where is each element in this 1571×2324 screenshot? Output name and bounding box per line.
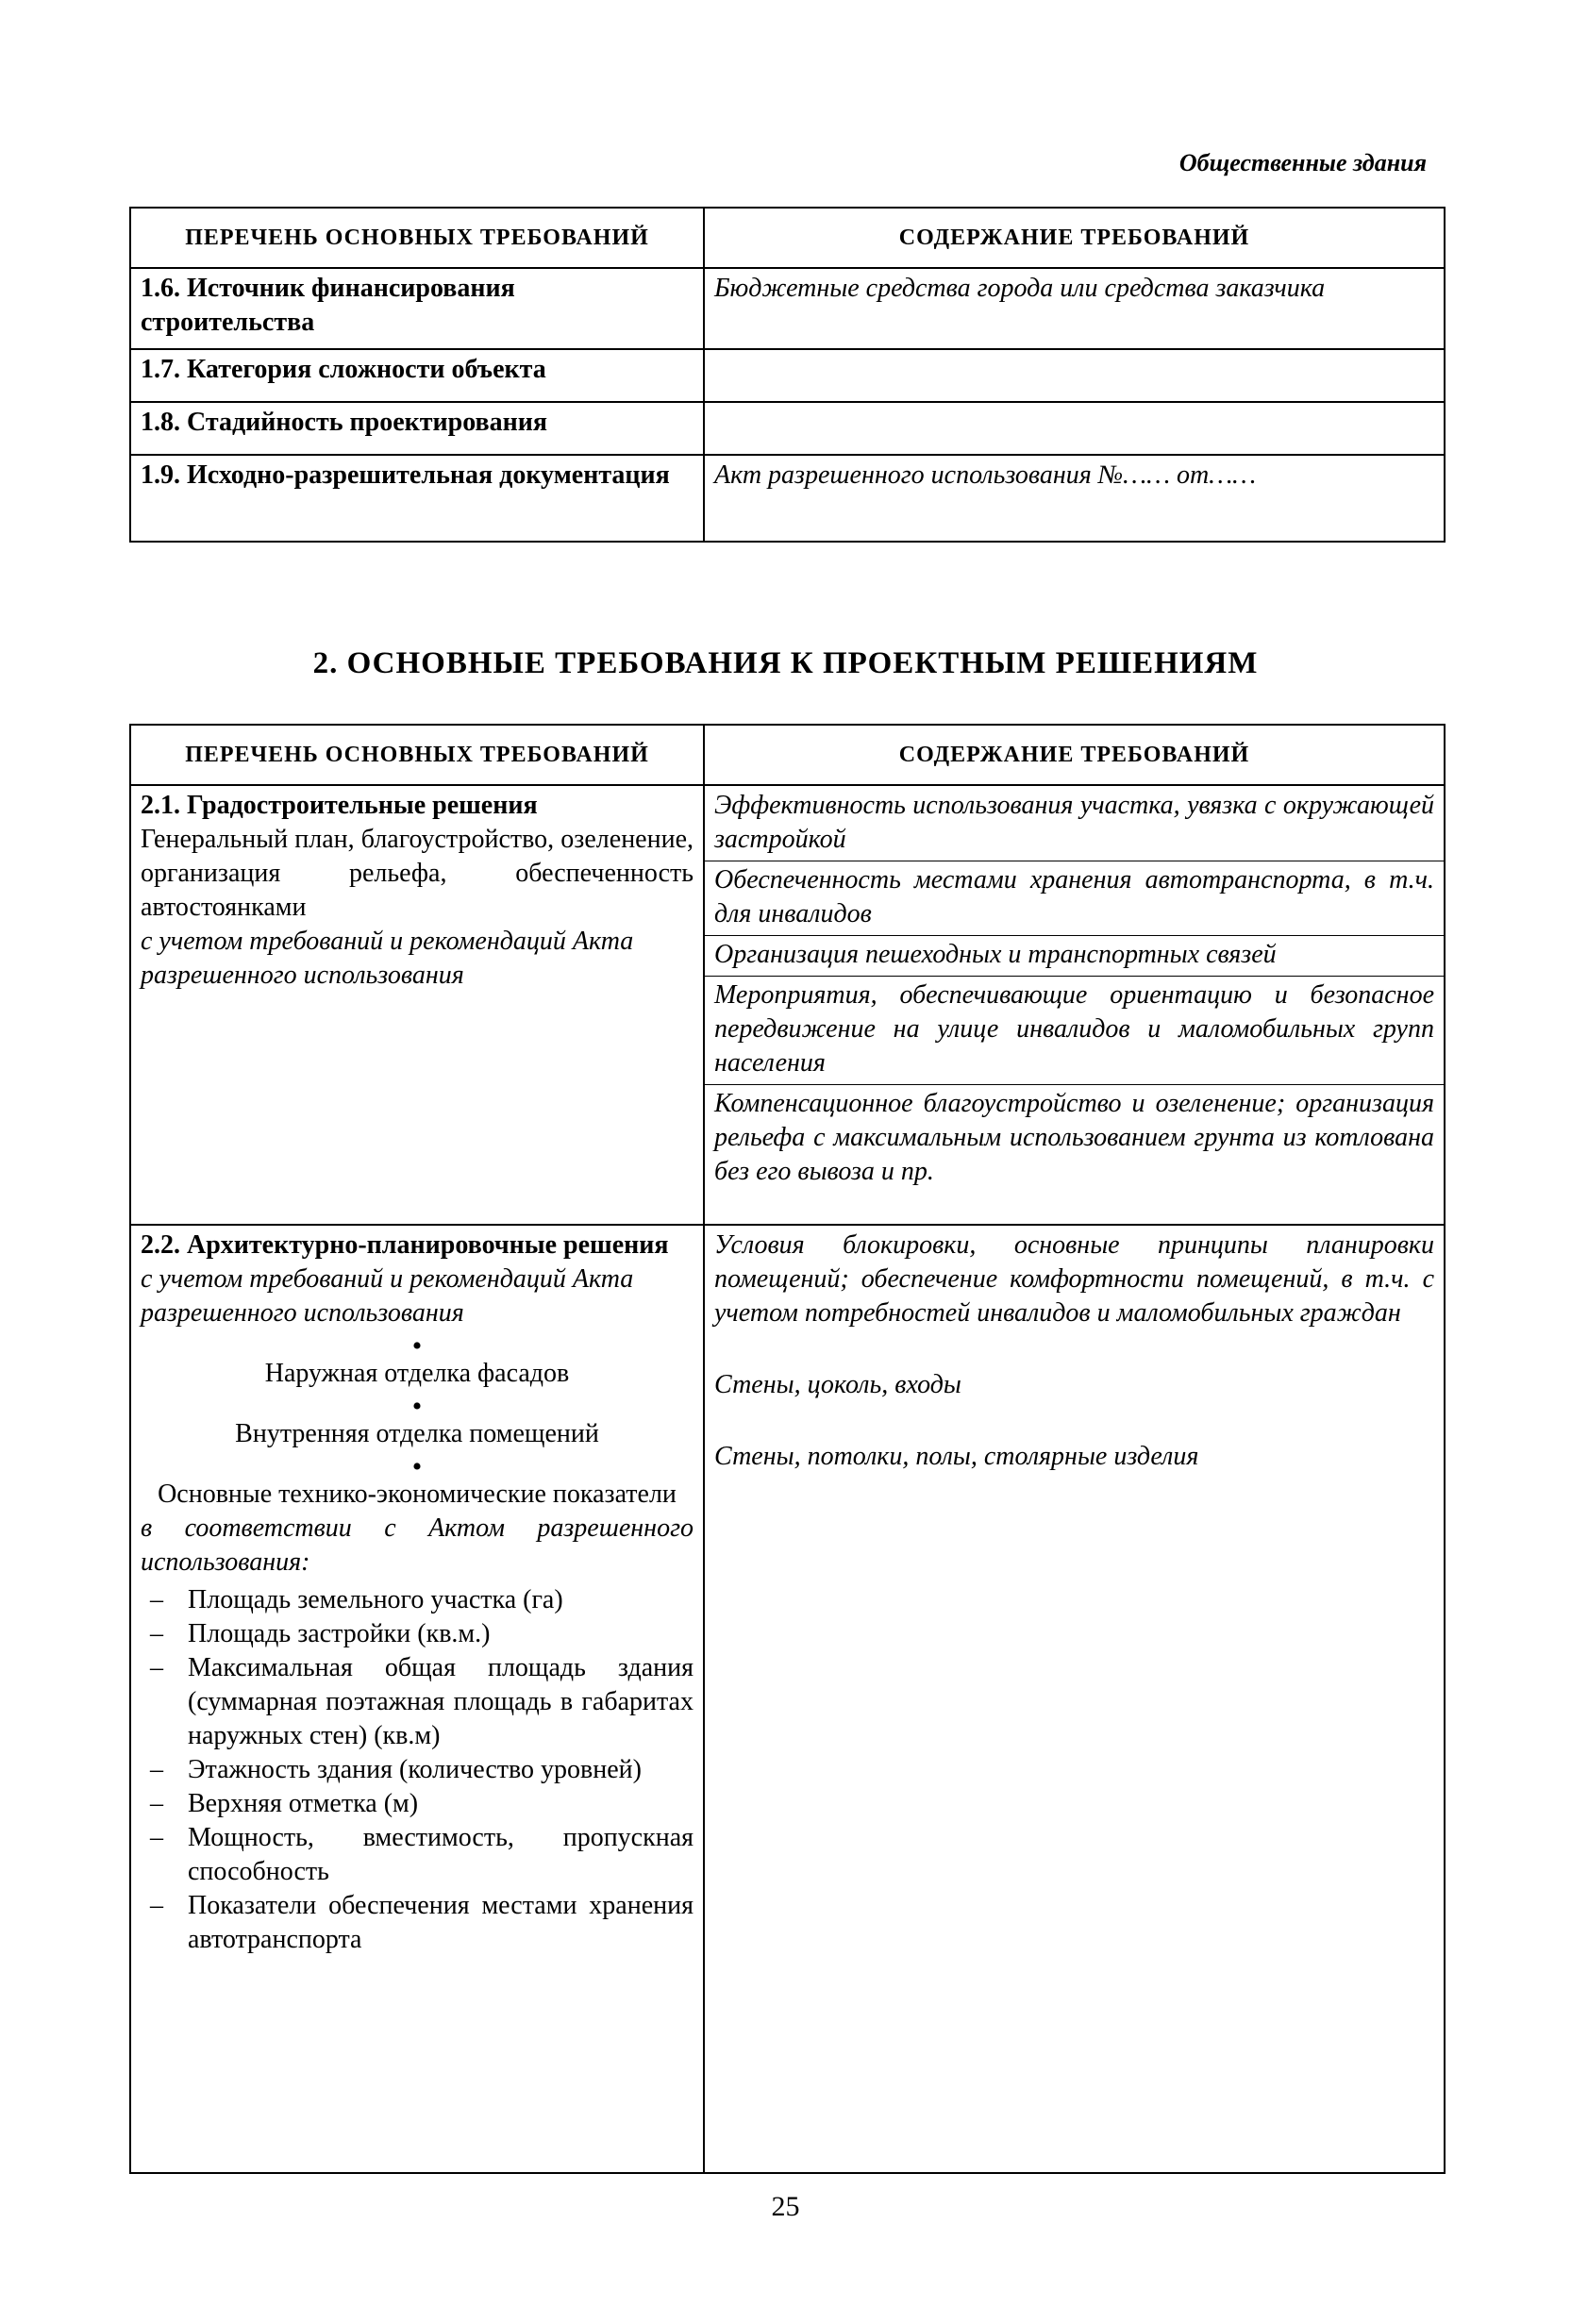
subsection-note: с учетом требований и рекомендаций Акта разрешенного использования — [141, 927, 634, 990]
requirement-cell — [130, 785, 704, 1225]
bullet: • — [411, 1330, 423, 1362]
content-item: Организация пешеходных и транспортных связей — [705, 935, 1444, 974]
interior-label: Внутренняя отделка помещений — [235, 1419, 599, 1448]
section-title: 2. ОСНОВНЫЕ ТРЕБОВАНИЯ К ПРОЕКТНЫМ РЕШЕНИЯМ — [312, 646, 1259, 680]
content-cell: Акт разрешенного использования №…… от…… — [704, 455, 1445, 542]
content-cell — [704, 1225, 1445, 2173]
table-row — [130, 402, 1445, 455]
requirement-cell: 1.8. Стадийность проектирования — [130, 402, 704, 455]
content-item: Условия блокировки, основные принципы планировки помещений; обеспечение комфортности помещений, в т.ч. с учетом потребностей инвалидов и маломобильных граждан — [714, 1230, 1434, 1328]
subsection-note: с учетом требований и рекомендаций Акта разрешенного использования — [141, 1264, 634, 1328]
running-header: Общественные здания — [1178, 149, 1427, 176]
table-row — [130, 785, 1445, 1225]
table-row — [130, 1225, 1445, 2173]
table-row — [130, 349, 1445, 402]
indicators-note: в соответствии с Актом разрешенного использования: — [141, 1513, 694, 1577]
list-item: – Этажность здания (количество уровней) — [141, 1753, 694, 1787]
requirement-cell: 1.9. Исходно-разрешительная документация — [130, 455, 704, 542]
requirements-table-1 — [129, 207, 1446, 543]
requirement-cell: 1.6. Источник финансирования строительства — [130, 268, 704, 349]
requirements-table-2 — [129, 724, 1446, 2174]
content-cell: Бюджетные средства города или средства заказчика — [704, 268, 1445, 349]
requirement-cell — [130, 1225, 704, 2173]
list-item: – Верхняя отметка (м) — [141, 1787, 694, 1821]
facade-label: Наружная отделка фасадов — [264, 1359, 570, 1388]
subsection-title: 2.1. Градостроительные решения — [141, 791, 538, 820]
content-item: Эффективность использования участка, увязка с окружающей застройкой — [714, 791, 1434, 854]
list-item: – Максимальная общая площадь здания (суммарная поэтажная площадь в габаритах наружных стен) (кв.м) — [141, 1651, 694, 1753]
requirement-cell: 1.7. Категория сложности объекта — [130, 349, 704, 402]
table-header-row — [130, 208, 1445, 268]
content-cell — [704, 402, 1445, 455]
list-item: – Площадь земельного участка (га) — [141, 1583, 694, 1617]
content-item: Компенсационное благоустройство и озеленение; организация рельефа с максимальным использованием грунта из котлована без его вывоза и пр. — [705, 1084, 1444, 1191]
column-header: ПЕРЕЧЕНЬ ОСНОВНЫХ ТРЕБОВАНИЙ — [130, 208, 704, 268]
content-item: Стены, цоколь, входы — [714, 1370, 961, 1399]
content-item: Мероприятия, обеспечивающие ориентацию и безопасное передвижение на улице инвалидов и маломобильных групп населения — [705, 976, 1444, 1082]
list-item: – Показатели обеспечения местами хранения автотранспорта — [141, 1889, 694, 1957]
page-number: 25 — [771, 2191, 800, 2222]
content-item: Стены, потолки, полы, столярные изделия — [714, 1442, 1199, 1471]
subsection-title: 2.2. Архитектурно-планировочные решения — [141, 1230, 669, 1260]
content-cell — [704, 349, 1445, 402]
bullet: • — [411, 1451, 423, 1482]
column-header: СОДЕРЖАНИЕ ТРЕБОВАНИЙ — [704, 725, 1445, 785]
content-item: Обеспеченность местами хранения автотранспорта, в т.ч. для инвалидов — [705, 861, 1444, 933]
list-item: – Площадь застройки (кв.м.) — [141, 1617, 694, 1651]
content-cell — [704, 785, 1445, 1225]
table-row — [130, 455, 1445, 542]
bullet: • — [411, 1391, 423, 1422]
subsection-body: Генеральный план, благоустройство, озеленение, организация рельефа, обеспеченность автостоянками — [141, 825, 694, 922]
column-header: ПЕРЕЧЕНЬ ОСНОВНЫХ ТРЕБОВАНИЙ — [130, 725, 704, 785]
indicators-list — [141, 1583, 694, 1957]
column-header: СОДЕРЖАНИЕ ТРЕБОВАНИЙ — [704, 208, 1445, 268]
table-row — [130, 268, 1445, 349]
indicators-label: Основные технико-экономические показатели — [158, 1480, 677, 1509]
table-header-row — [130, 725, 1445, 785]
list-item: – Мощность, вместимость, пропускная способность — [141, 1821, 694, 1889]
